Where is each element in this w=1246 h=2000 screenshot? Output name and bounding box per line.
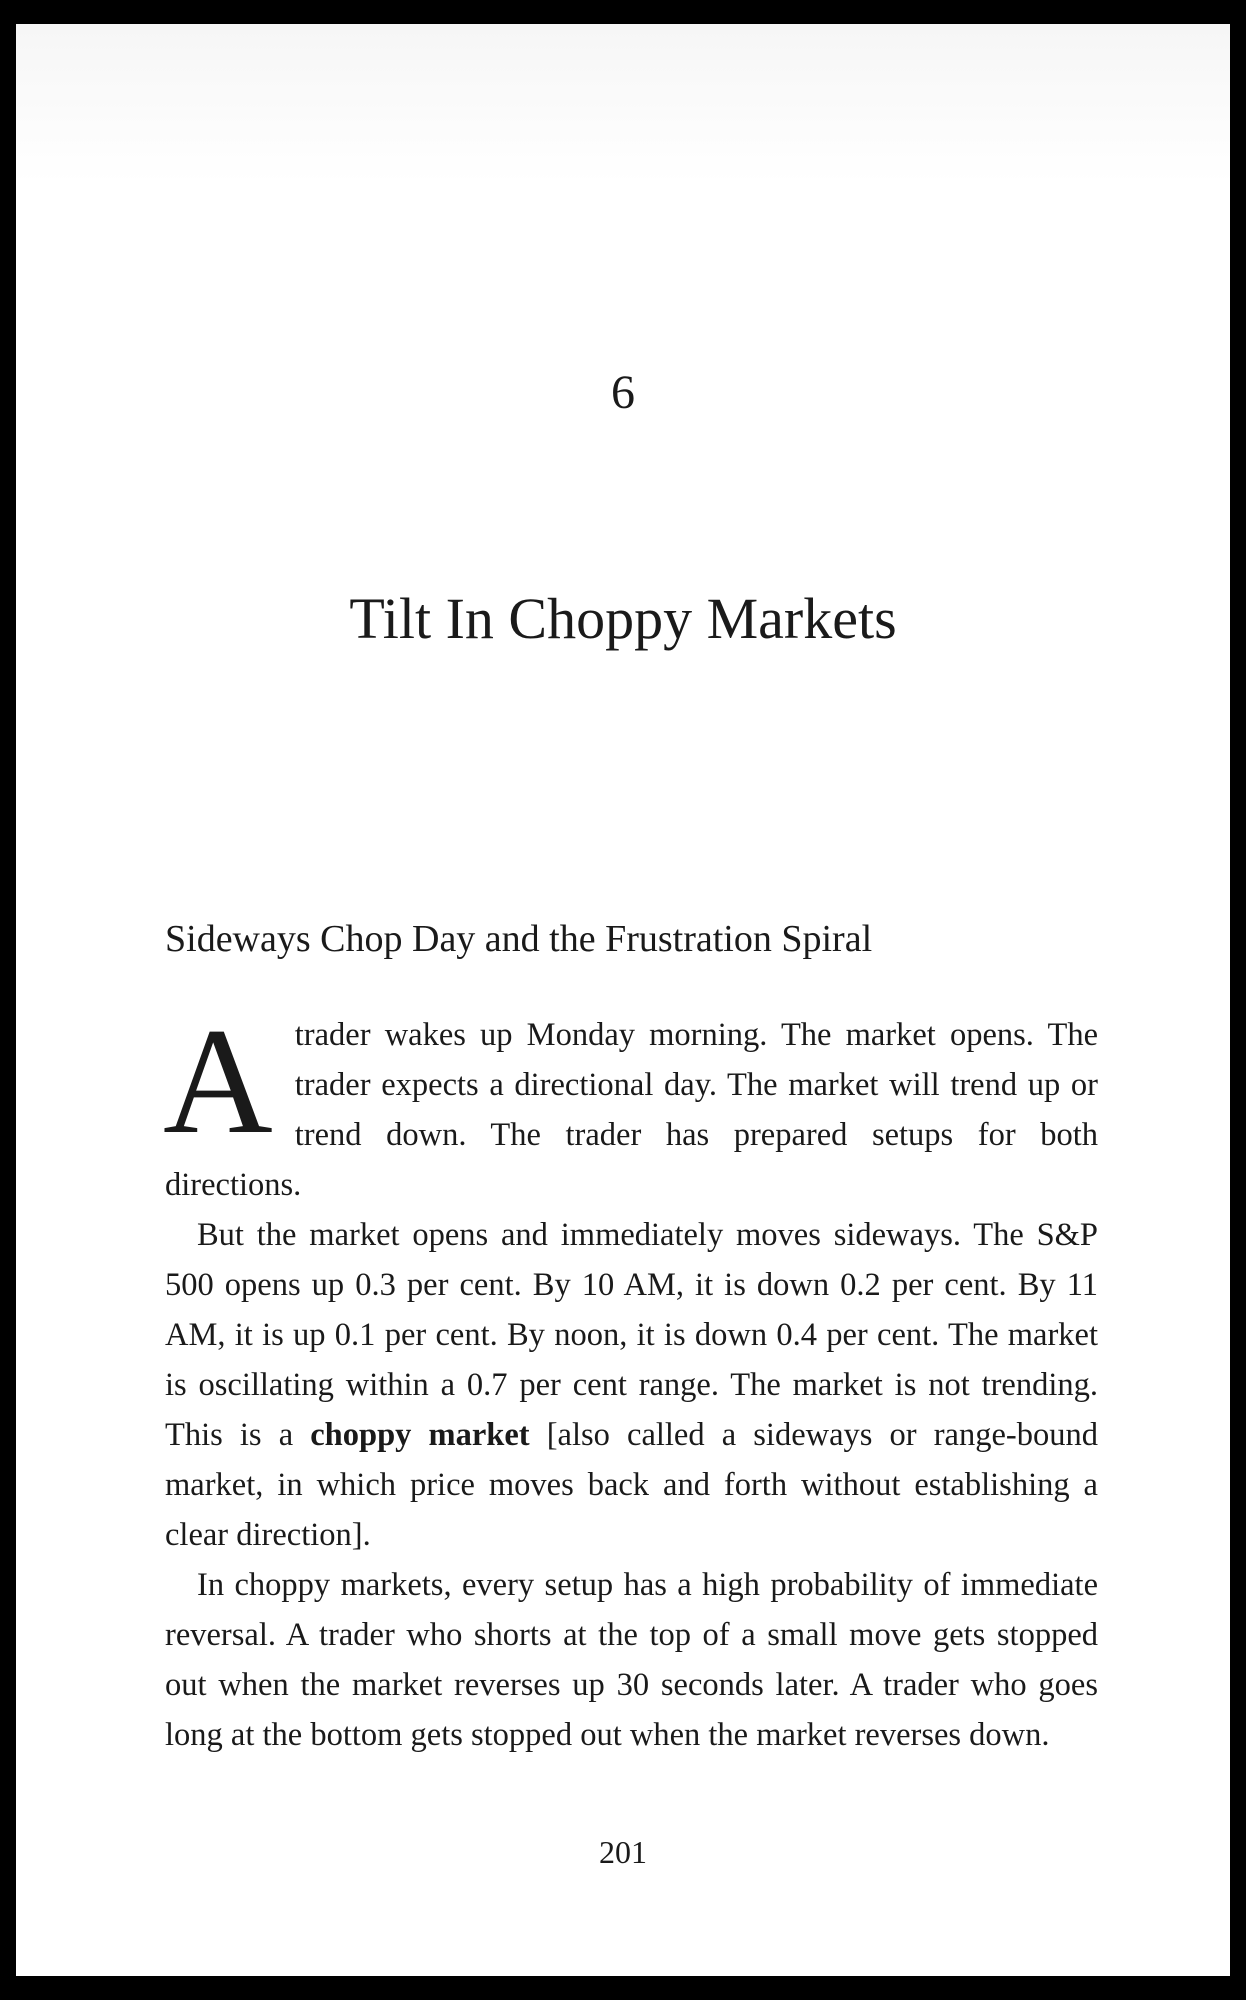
chapter-title: Tilt In Choppy Markets [349, 586, 897, 651]
glossary-term: choppy market [310, 1417, 530, 1453]
page-top-shading [16, 24, 1230, 184]
paragraph-1-text: trader wakes up Monday morning. The market opens. The trader expects a directional day. The market will trend up or trend down. The trader has prepared setups for both directions. [165, 1017, 1098, 1203]
section-heading: Sideways Chop Day and the Frustration Spiral [165, 918, 873, 960]
paragraph-3-text: In choppy markets, every setup has a high probability of immediate reversal. A trader who shorts at the top of a small move gets stopped out when the market reverses up 30 seconds later. A trader who goes long at the bottom gets stopped out when the market reverses down. [165, 1567, 1098, 1753]
chapter-number: 6 [611, 366, 635, 419]
paragraph-1 [163, 997, 1098, 1210]
drop-cap: A [163, 997, 273, 1165]
book-page [16, 24, 1230, 1976]
paragraph-2-text-before: But the market opens and immediately moves sideways. The S&P 500 opens up 0.3 per cent. By 10 AM, it is down 0.2 per cent. By 11 AM, it is up 0.1 per cent. By noon, it is down 0.4 per cent. The market is oscillating within a 0.7 per cent range. The market is not trending. This is a [165, 1217, 1098, 1453]
paragraph-3 [165, 1560, 1098, 1760]
paragraph-2-text-after: [also called a sideways or range-bound market, in which price moves back and forth without establishing a clear direction]. [165, 1417, 1098, 1553]
body-text [163, 997, 1098, 1760]
page-number: 201 [599, 1834, 647, 1870]
paragraph-2 [165, 1210, 1098, 1560]
